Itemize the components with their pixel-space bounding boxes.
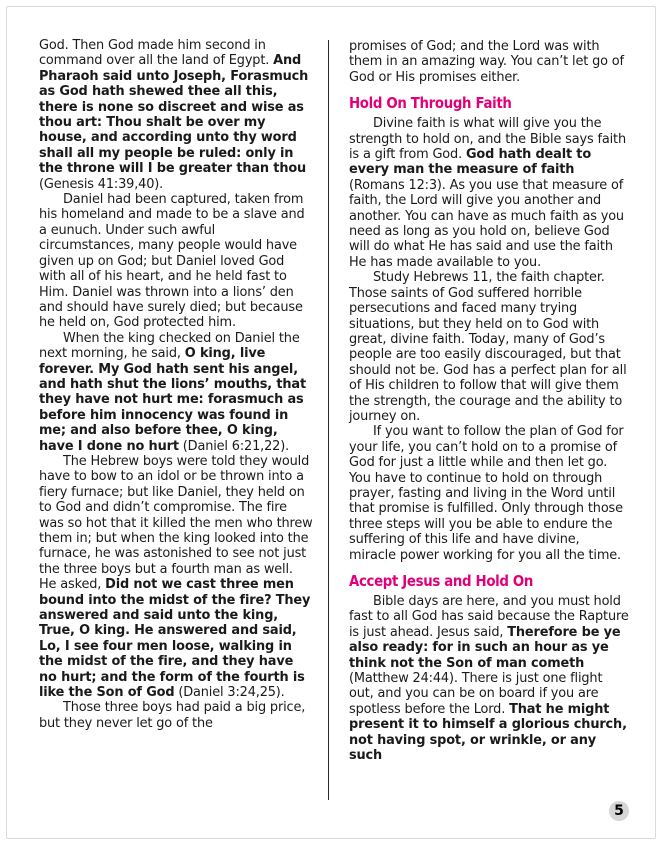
section-heading: Hold On Through Faith bbox=[349, 94, 512, 113]
body-text: Those three boys had paid a big price, but they never let go of the bbox=[39, 700, 306, 731]
paragraph bbox=[349, 594, 629, 763]
body-text: When the king checked on Daniel the next morning, he said, bbox=[39, 330, 300, 362]
scripture-quote: Did not we cast three men bound into the midst of the fire? They answered and said unto the king, True, O king. He answered and said, Lo, I see four men loose, walking in the midst of the fire, and they have no hurt; and the form of the fourth is like the Son of God bbox=[39, 577, 311, 701]
column-divider bbox=[328, 40, 329, 800]
paragraph bbox=[39, 38, 313, 192]
paragraph bbox=[349, 424, 629, 563]
paragraph bbox=[349, 270, 629, 424]
right-column bbox=[349, 39, 629, 763]
body-text: promises of God; and the Lord was with them in an amazing way. You can’t let go of God or His promises either. bbox=[349, 39, 624, 85]
scripture-quote: And Pharaoh said unto Joseph, Forasmuch as God hath shewed thee all this, there is none so discreet and wise as thou art: Thou shalt be over my house, and according unto thy word shall all my people be ruled: only in the throne will I be greater than thou bbox=[39, 53, 309, 177]
paragraph bbox=[39, 331, 313, 454]
body-text: Bible days are here, and you must hold fast to all God has said because the Rapture is just ahead. Jesus said, bbox=[349, 594, 629, 640]
body-text: (Daniel 6:21,22). bbox=[178, 438, 290, 454]
body-text: (Genesis 41:39,40). bbox=[39, 176, 164, 192]
left-column bbox=[39, 38, 313, 731]
scripture-quote: Therefore be ye also ready: for in such an hour as ye think not the Son of man cometh bbox=[349, 624, 621, 671]
body-text: If you want to follow the plan of God for your life, you can’t hold on to a promise of God for just a little while and then let go. You have to continue to hold on through prayer, fasting and living in the Word until that promise is fulfilled. Only through those three steps will you be able to endure the suffering of this life and have divine, miracle power working for you all the time. bbox=[349, 424, 624, 563]
body-text: Study Hebrews 11, the faith chapter. Those saints of God suffered horrible persecutions and faced many trying situations, but they held on to God with great, divine faith. Today, many of God’s people are too easily discouraged, but that should not be. God has a perfect plan for all of His children to follow that will give them the strength, the courage and the ability to journey on. bbox=[349, 270, 627, 424]
page-number: 5 bbox=[614, 803, 624, 819]
paragraph bbox=[349, 116, 629, 270]
scripture-quote: O king, live forever. My God hath sent his angel, and hath shut the lions’ mouths, that they have not hurt me: forasmuch as before him innocency was found in me; and also before thee, O king, have I done no hurt bbox=[39, 346, 306, 454]
paragraph bbox=[349, 39, 629, 85]
scripture-quote: That he might present it to himself a glorious church, not having spot, or wrinkle, or any such bbox=[349, 701, 627, 764]
scripture-quote: God hath dealt to every man the measure of faith bbox=[349, 147, 592, 178]
body-text: (Matthew 24:44). There is just one flight out, and you can be on board if you are spotless before the Lord. bbox=[349, 671, 603, 717]
section-heading: Accept Jesus and Hold On bbox=[349, 572, 534, 590]
body-text: God. Then God made him second in command over all the land of Egypt. bbox=[39, 38, 274, 69]
body-text: The Hebrew boys were told they would have to bow to an idol or be thrown into a fiery furnace; but like Daniel, they held on to God and didn’t compromise. The fire was so hot that it killed the men who threw them in; but when the king looked into the furnace, he was astonished to see not just the three boys but a fourth man as well. He asked, bbox=[39, 453, 313, 593]
paragraph bbox=[39, 192, 313, 331]
body-text: Divine faith is what will give you the strength to hold on, and the Bible says faith is a gift from God. bbox=[349, 116, 626, 163]
paragraph bbox=[39, 700, 313, 731]
paragraph bbox=[39, 454, 313, 701]
body-text: (Daniel 3:24,25). bbox=[174, 685, 285, 701]
body-text: (Romans 12:3). As you use that measure of faith, the Lord will give you another and another. You can have as much faith as you need as long as you hold on, believe God will do what He has said and use the faith He has made available to you. bbox=[349, 177, 624, 270]
body-text: Daniel had been captured, taken from his homeland and made to be a slave and a eunuch. Under such awful circumstances, many people would have given up on God; but Daniel loved God with all of his heart, and he held fast to Him. Daniel was thrown into a lions’ den and should have surely died; but because he held on, God protected him. bbox=[39, 192, 305, 331]
page-number-badge bbox=[609, 801, 629, 821]
